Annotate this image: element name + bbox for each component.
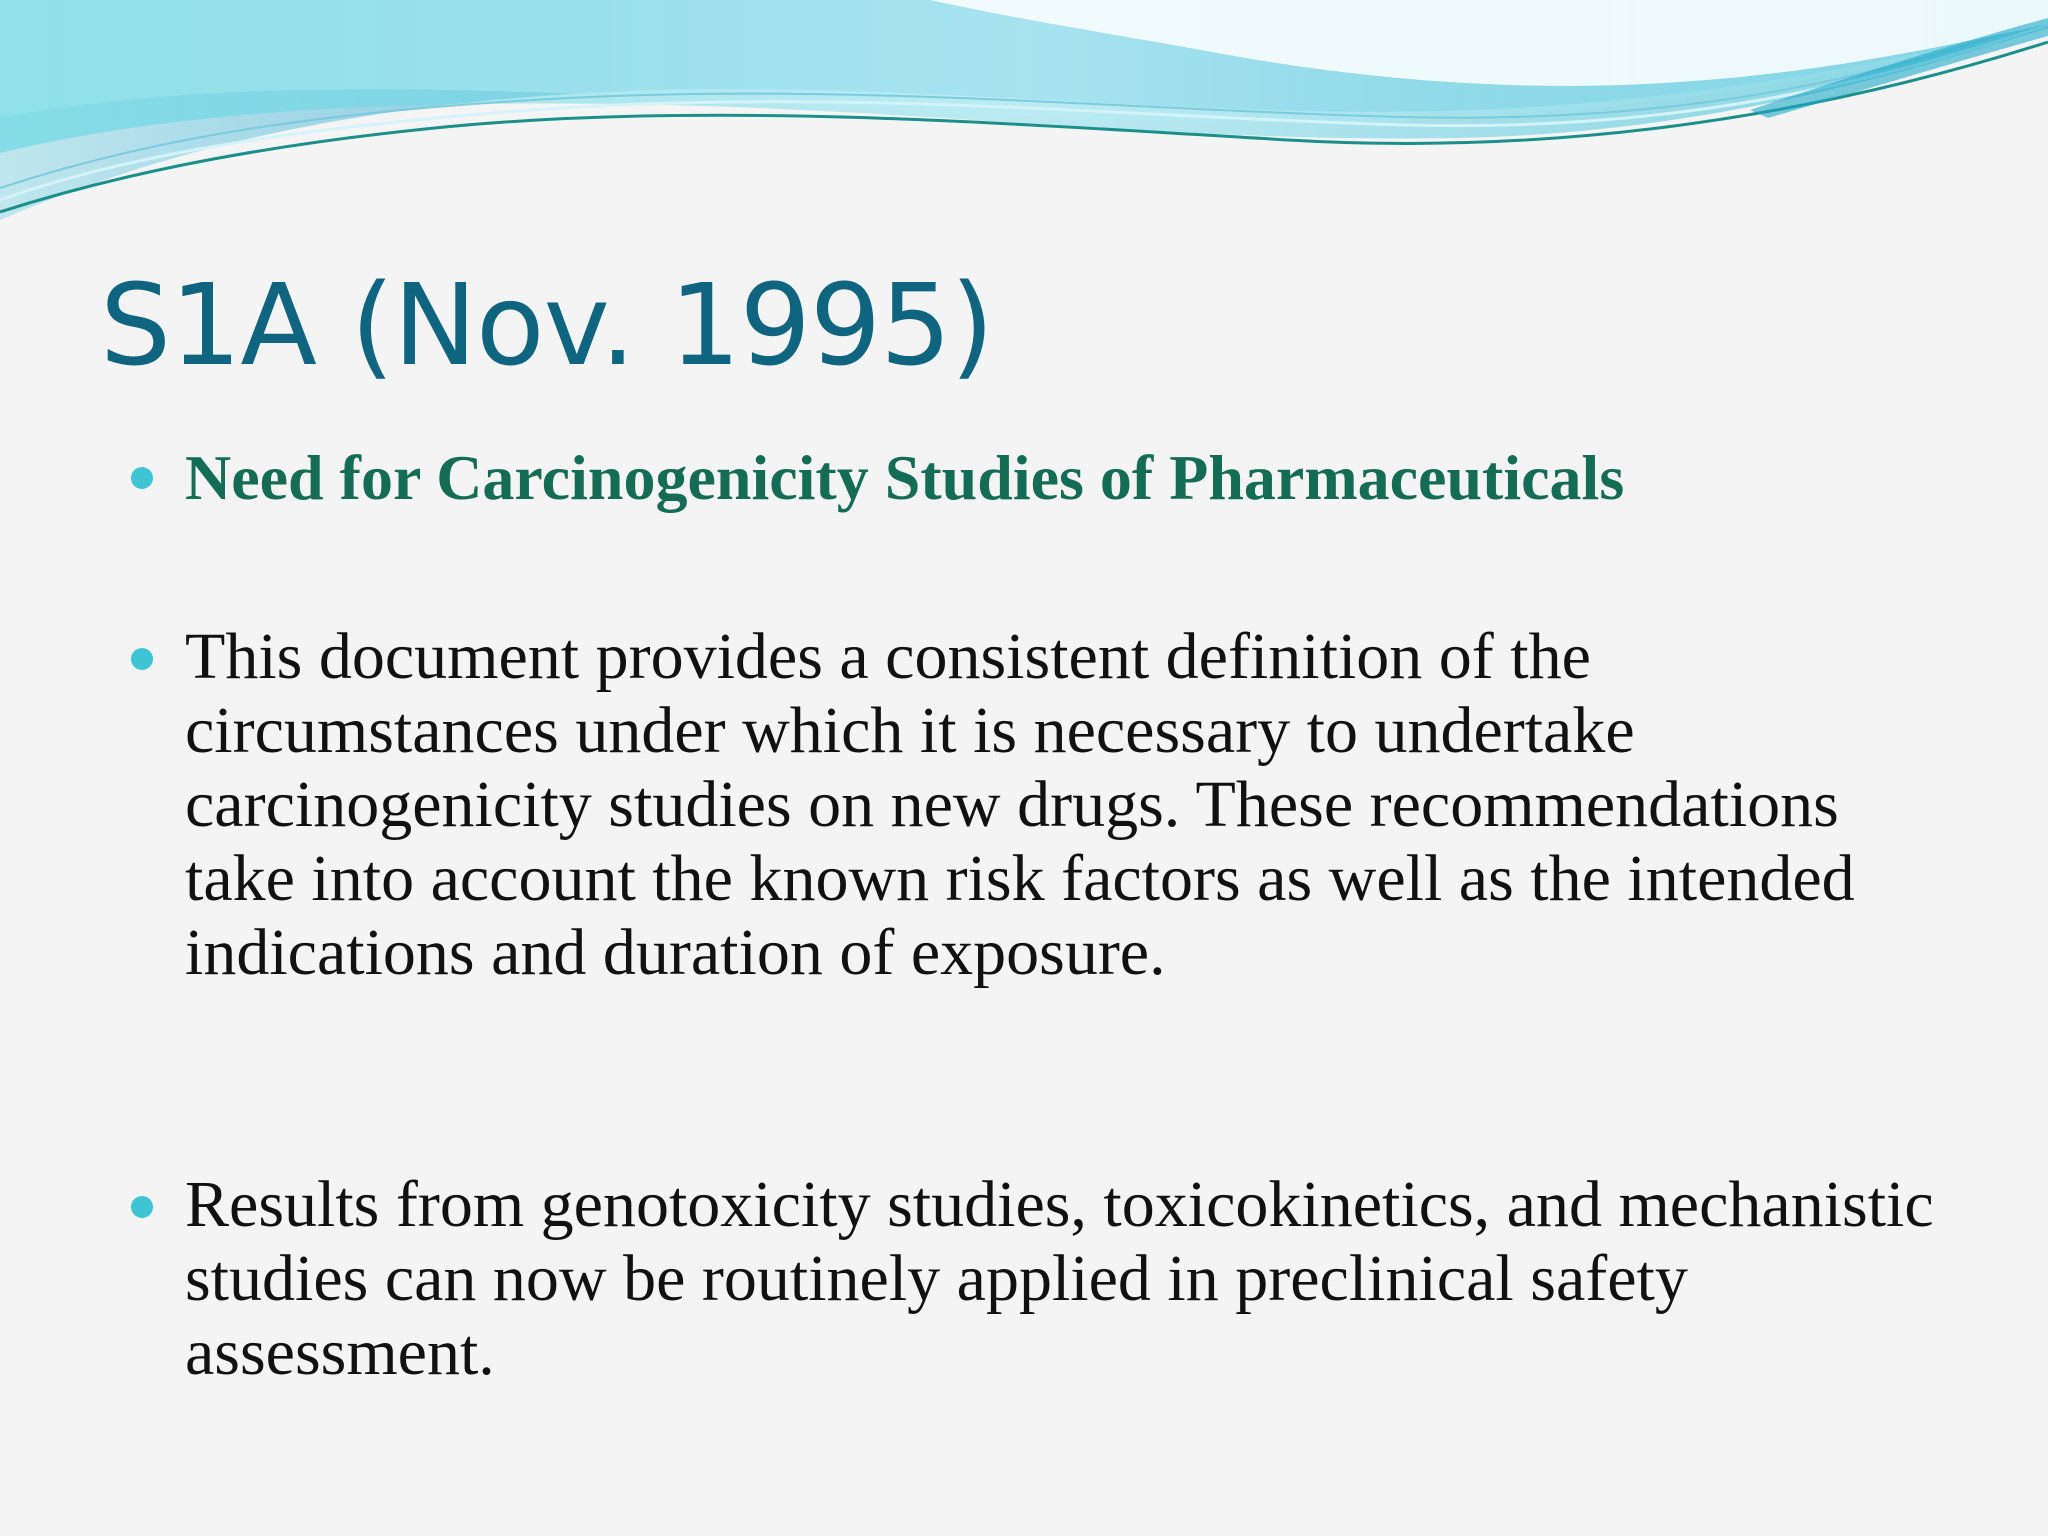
- bullet-dot-icon: [131, 648, 153, 670]
- bullet-dot-icon: [131, 467, 153, 489]
- bullet-body-text: This document provides a consistent definition of the circumstances under which it is necessary to undertake carcinogenicity studies on new drugs. These recommendations take into account the known risk factors as well as the intended indications and duration of exposure.: [185, 620, 1855, 989]
- bullet-body-text: Results from genotoxicity studies, toxicokinetics, and mechanistic studies can now be routinely applied in preclinical safety assessment.: [185, 1168, 1934, 1389]
- bullet-dot-icon: [131, 1196, 153, 1218]
- bullet-heading: Need for Carcinogenicity Studies of Pharmaceuticals: [185, 442, 1625, 513]
- slide-title: S1A (Nov. 1995): [100, 261, 994, 391]
